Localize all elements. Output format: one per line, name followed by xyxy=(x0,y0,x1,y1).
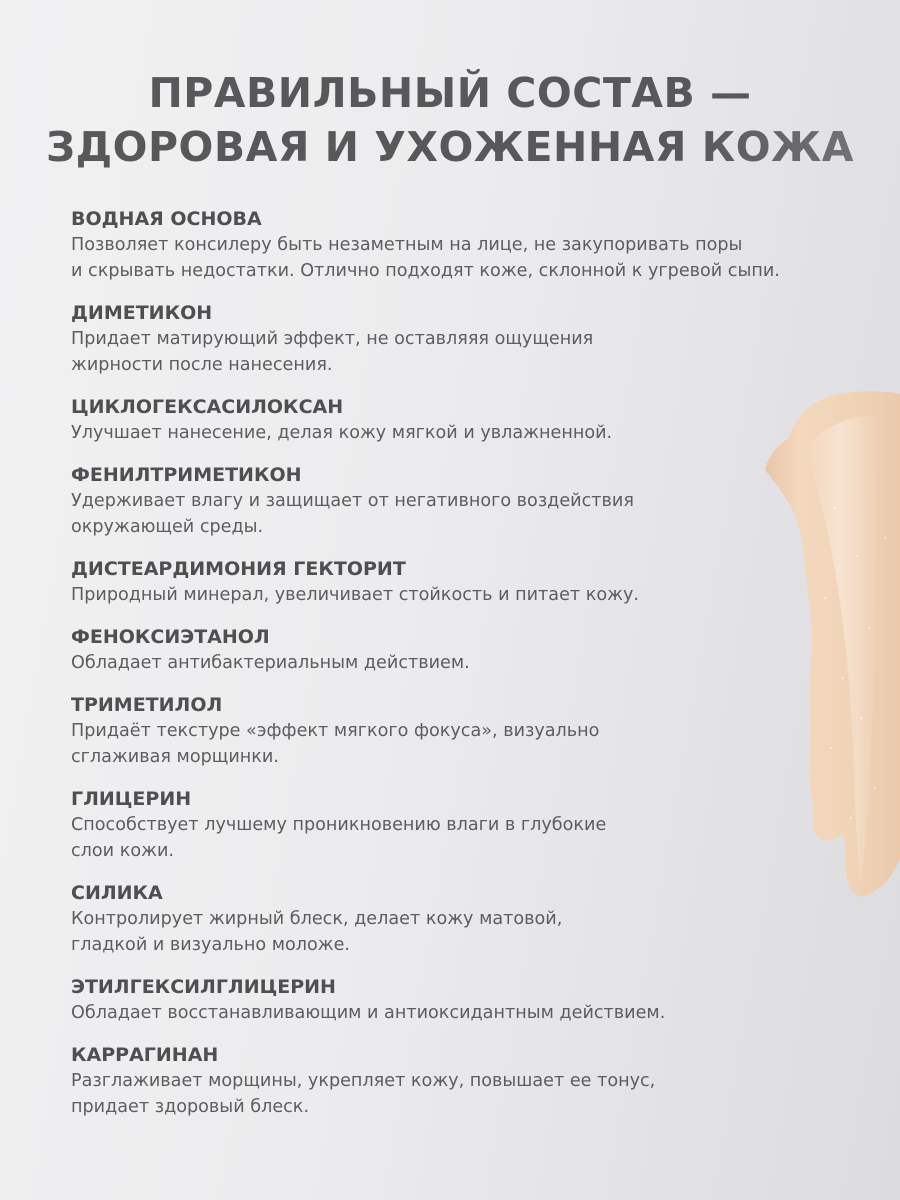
ingredient-description: Придает матирующий эффект, не оставляяя ощущения жирности после нанесения. xyxy=(71,329,594,375)
ingredient-title: ФЕНОКСИЭТАНОЛ xyxy=(71,626,270,648)
ingredient-title: СИЛИКА xyxy=(71,882,163,904)
ingredient-item xyxy=(71,624,831,676)
ingredient-item xyxy=(71,394,831,446)
ingredient-description: Природный минерал, увеличивает стойкость и питает кожу. xyxy=(71,585,639,605)
concealer-swatch-image xyxy=(765,388,900,908)
ingredient-item xyxy=(71,692,831,770)
ingredient-title: ФЕНИЛТРИМЕТИКОН xyxy=(71,464,302,486)
ingredient-description: Придаёт текстуре «эффект мягкого фокуса», визуально сглаживая морщинки. xyxy=(71,721,600,767)
ingredient-title: ДИСТЕАРДИМОНИЯ ГЕКТОРИТ xyxy=(71,558,406,580)
ingredient-item xyxy=(71,300,831,378)
ingredient-description: Улучшает нанесение, делая кожу мягкой и увлажненной. xyxy=(71,423,613,443)
ingredient-title: ТРИМЕТИЛОЛ xyxy=(71,694,223,716)
title-line-1: ПРАВИЛЬНЫЙ СОСТАВ — xyxy=(148,69,752,117)
title-line-2 xyxy=(0,120,900,174)
ingredient-description: Позволяет консилеру быть незаметным на лице, не закупоривать поры и скрывать недостатки. Отлично подходят коже, склонной к угревой сыпи. xyxy=(71,235,780,281)
ingredient-title: ДИМЕТИКОН xyxy=(71,302,213,324)
ingredient-description: Разглаживает морщины, укрепляет кожу, повышает ее тонус, придает здоровый блеск. xyxy=(71,1071,656,1117)
ingredient-item xyxy=(71,462,831,540)
ingredient-title: ЭТИЛГЕКСИЛГЛИЦЕРИН xyxy=(71,976,336,998)
ingredient-list xyxy=(71,206,831,1136)
ingredient-title: ГЛИЦЕРИН xyxy=(71,788,192,810)
ingredient-title: КАРРАГИНАН xyxy=(71,1044,219,1066)
ingredient-item xyxy=(71,880,831,958)
ingredient-title: ВОДНАЯ ОСНОВА xyxy=(71,208,262,230)
ingredient-item xyxy=(71,1042,831,1120)
title-line-2-accent: КОЖА xyxy=(701,123,855,171)
title-line-2-main: ЗДОРОВАЯ И УХОЖЕННАЯ xyxy=(45,123,702,171)
ingredient-item xyxy=(71,206,831,284)
ingredient-description: Обладает восстанавливающим и антиоксидантным действием. xyxy=(71,1003,666,1023)
ingredient-item xyxy=(71,974,831,1026)
ingredient-item xyxy=(71,786,831,864)
ingredient-description: Удерживает влагу и защищает от негативного воздействия окружающей среды. xyxy=(71,491,634,537)
ingredient-description: Способствует лучшему проникновению влаги в глубокие слои кожи. xyxy=(71,815,607,861)
ingredient-description: Контролирует жирный блеск, делает кожу матовой, гладкой и визуально моложе. xyxy=(71,909,563,955)
page-title xyxy=(0,66,900,174)
ingredient-title: ЦИКЛОГЕКСАСИЛОКСАН xyxy=(71,396,344,418)
ingredient-description: Обладает антибактериальным действием. xyxy=(71,653,470,673)
ingredient-item xyxy=(71,556,831,608)
